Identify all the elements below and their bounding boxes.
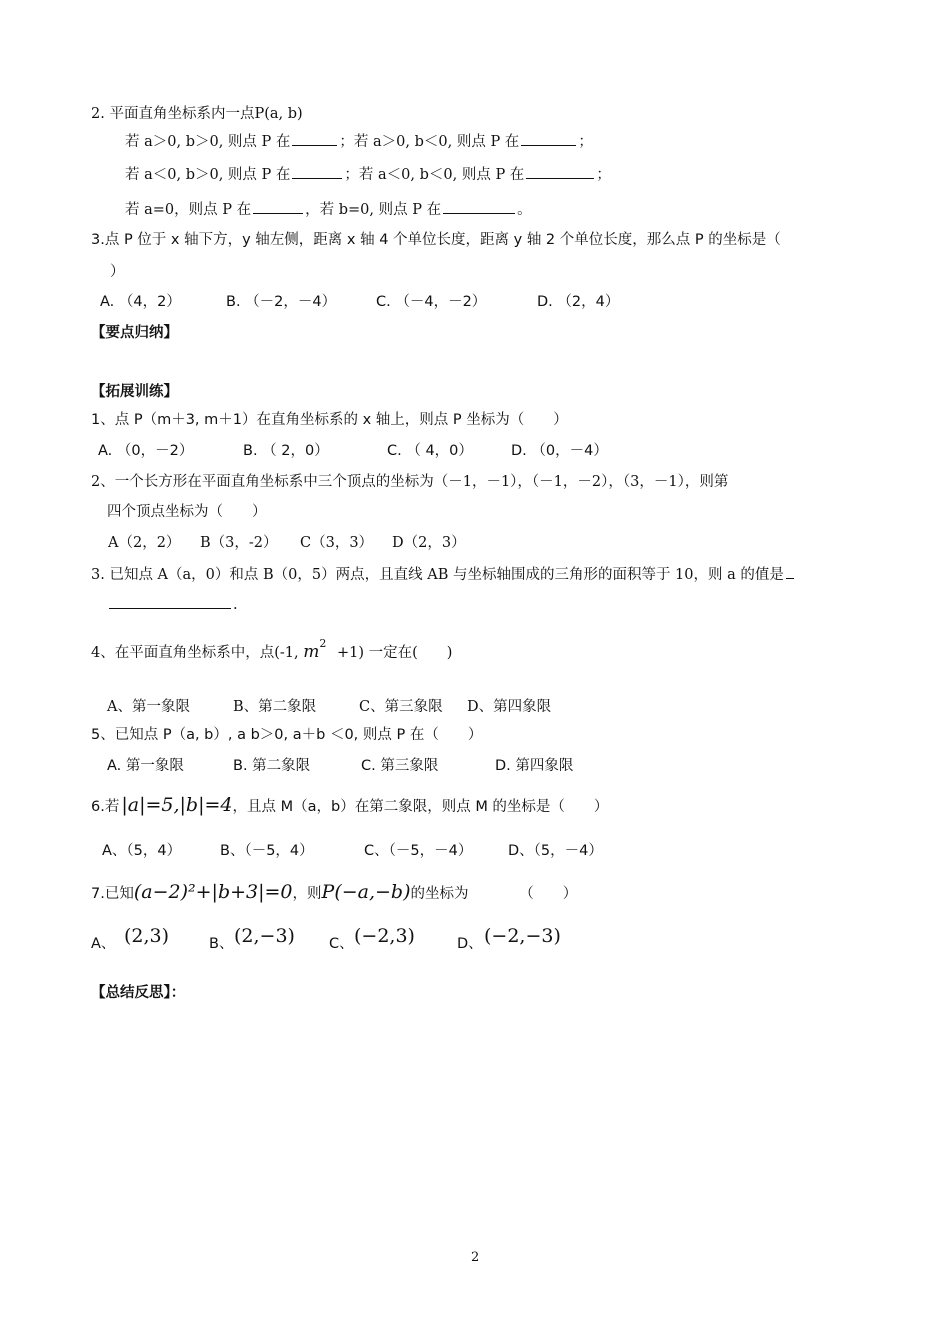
- e2-text: 2、一个长方形在平面直角坐标系中三个顶点的坐标为（－1，－1），（－1，－2），（3，－1），则第: [91, 474, 729, 490]
- section-extension: 【拓展训练】: [91, 384, 178, 400]
- e7-option-d-label: D、: [457, 936, 483, 952]
- e7-option-a-label: A、: [91, 936, 116, 952]
- e7-option-d-value: (−2,−3): [484, 925, 561, 947]
- e7-formula: (a−2)²+|b+3|=0: [133, 881, 293, 903]
- answer-blank: [521, 130, 576, 146]
- e6-post: ，且点 M（a，b）在第二象限，则点 M 的坐标是（ ）: [232, 799, 609, 815]
- q2-l1c: ；: [578, 134, 593, 150]
- e4-sup: 2: [319, 637, 327, 650]
- e7-option-b-label: B、: [209, 936, 234, 952]
- e4-text: [91, 638, 452, 663]
- e3-end: .: [233, 597, 238, 613]
- e1-option-a: A. （0，－2）: [98, 443, 194, 459]
- e4-option-d: D、第四象限: [467, 699, 552, 715]
- e3-line2: [107, 593, 238, 615]
- e2-option-c: C（3，3）: [300, 535, 374, 551]
- e7-post: 的坐标为 （ ）: [410, 886, 578, 902]
- e6-option-b: B、（－5，4）: [220, 843, 314, 859]
- section-key-points: 【要点归纳】: [91, 325, 178, 341]
- q2-line3: [125, 198, 532, 220]
- q3-option-a: A. （4，2）: [100, 294, 181, 310]
- e7-option-c-label: C、: [329, 936, 354, 952]
- e3-text: [91, 563, 796, 585]
- e4-option-c: C、第三象限: [359, 699, 443, 715]
- e7-option-c-value: (−2,3): [354, 925, 415, 947]
- q3-text: 3.点 P 位于 x 轴下方，y 轴左侧，距离 x 轴 4 个单位长度，距离 y 轴 2 个单位长度，那么点 P 的坐标是（: [91, 232, 781, 248]
- e4-option-a: A、第一象限: [107, 699, 190, 715]
- e1-text: 1、点 P（m＋3, m＋1）在直角坐标系的 x 轴上，则点 P 坐标为（ ）: [91, 412, 568, 428]
- e5-option-a: A. 第一象限: [107, 758, 184, 774]
- q2-line2: [125, 163, 611, 185]
- e7-text: [91, 882, 577, 904]
- q2-l3c: 。: [517, 202, 532, 218]
- page-number: 2: [471, 1250, 480, 1265]
- e7-point: P(−a,−b): [321, 881, 411, 903]
- section-summary: 【总结反思】：: [91, 985, 186, 1001]
- answer-blank: [526, 163, 594, 179]
- q2-l3b: ，若 b=0, 则点 P 在: [305, 202, 442, 218]
- q2-l3a: 若 a=0，则点 P 在: [125, 202, 252, 218]
- q2-l1b: ；若 a＞0, b＜0, 则点 P 在: [339, 134, 520, 150]
- e6-option-c: C、（－5，－4）: [364, 843, 473, 859]
- e4-option-b: B、第二象限: [233, 699, 317, 715]
- e4-m: m: [303, 641, 320, 662]
- e2-option-b: B（3，-2）: [200, 535, 278, 551]
- q2-title: 2. 平面直角坐标系内一点P(a, b): [91, 106, 303, 122]
- e6-option-a: A、（5，4）: [102, 843, 182, 859]
- e6-option-d: D、（5，－4）: [508, 843, 603, 859]
- q2-l2a: 若 a＜0, b＞0, 则点 P 在: [125, 167, 291, 183]
- e6-text: [91, 795, 608, 817]
- q3-close: ）: [110, 264, 125, 280]
- e5-option-c: C. 第三象限: [361, 758, 439, 774]
- q2-l2b: ；若 a＜0, b＜0, 则点 P 在: [344, 167, 525, 183]
- e7-option-b-value: (2,−3): [234, 925, 295, 947]
- e1-option-b: B. （ 2，0）: [243, 443, 329, 459]
- q2-l1a: 若 a＞0, b＞0, 则点 P 在: [125, 134, 291, 150]
- e5-option-d: D. 第四象限: [495, 758, 574, 774]
- q2-line1: [125, 130, 593, 152]
- e1-option-c: C. （ 4，0）: [387, 443, 473, 459]
- q3-option-d: D. （2，4）: [537, 294, 620, 310]
- e5-text: 5、已知点 P（a, b）, a b＞0, a＋b ＜0, 则点 P 在（ ）: [91, 727, 483, 743]
- e1-option-d: D. （0，－4）: [511, 443, 608, 459]
- e4-pre: 4、在平面直角坐标系中，点(-1,: [91, 644, 299, 661]
- e7-option-a-value: (2,3): [124, 925, 170, 947]
- answer-blank: [109, 593, 231, 609]
- e6-pre: 6.若: [91, 799, 120, 815]
- answer-blank: [253, 198, 303, 214]
- e6-formula: |a|=5,|b|=4: [121, 794, 233, 816]
- answer-blank: [292, 163, 342, 179]
- e5-option-b: B. 第二象限: [233, 758, 311, 774]
- q3-option-b: B. （－2，－4）: [226, 294, 337, 310]
- e2-option-a: A（2，2）: [108, 535, 181, 551]
- e2-option-d: D（2，3）: [392, 535, 466, 551]
- e2-text2: 四个顶点坐标为（ ）: [107, 504, 267, 520]
- e7-pre: 7.已知: [91, 886, 134, 902]
- e7-mid: ，则: [292, 886, 322, 902]
- answer-blank: [786, 563, 794, 579]
- answer-blank: [292, 130, 337, 146]
- e4-post: +1) 一定在( ): [336, 644, 453, 661]
- q3-option-c: C. （－4，－2）: [376, 294, 487, 310]
- e3-text-body: 3. 已知点 A（a，0）和点 B（0，5）两点，且直线 AB 与坐标轴围成的三角形的面积等于 10，则 a 的值是: [91, 567, 784, 583]
- q2-l2c: ；: [596, 167, 611, 183]
- answer-blank: [443, 198, 515, 214]
